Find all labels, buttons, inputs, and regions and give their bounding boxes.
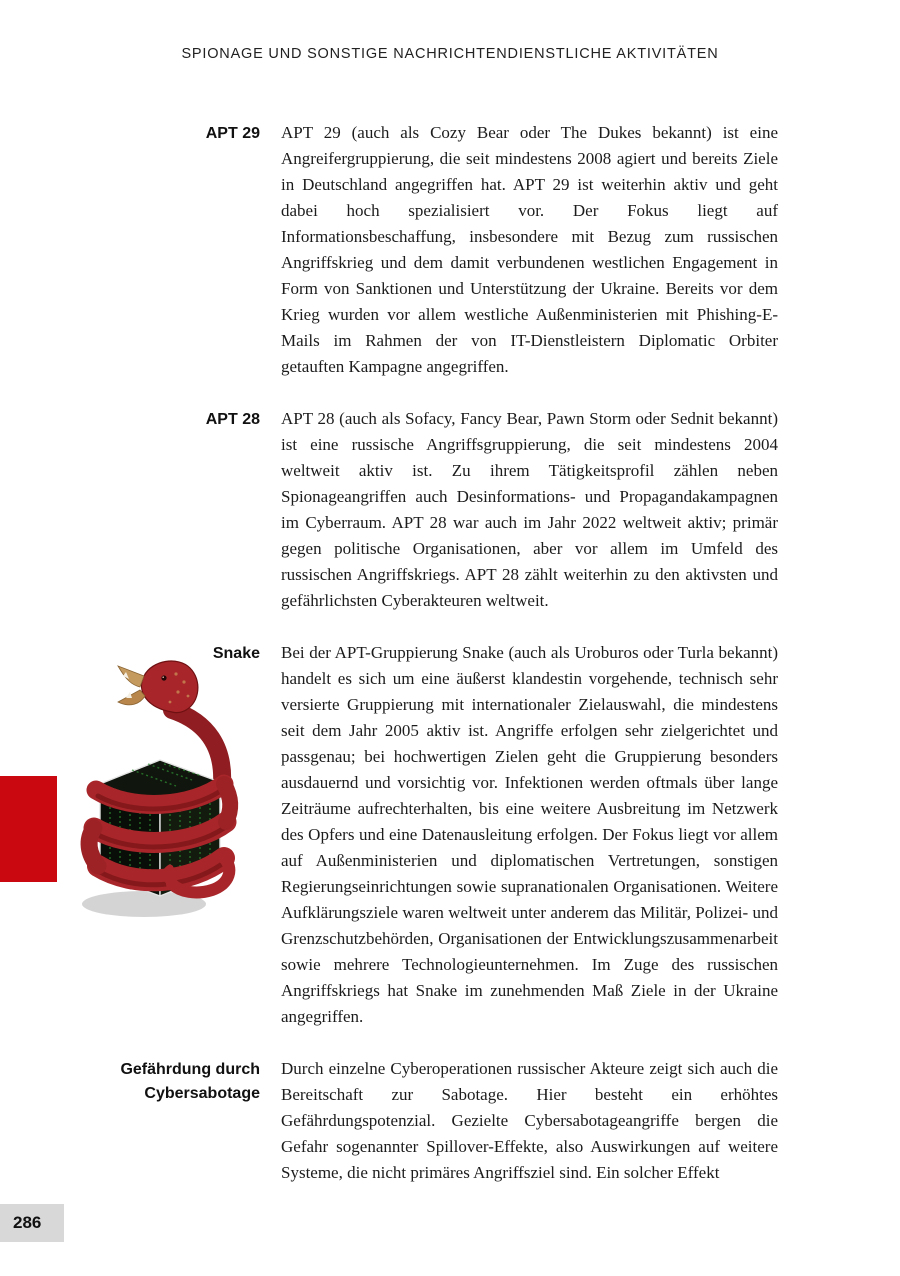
snake-coils: [89, 784, 230, 892]
page-number: 286: [13, 1213, 42, 1232]
snake-head: [118, 661, 198, 713]
page-header-title: SPIONAGE UND SONSTIGE NACHRICHTENDIENSTLICHE AKTIVITÄTEN: [181, 46, 719, 62]
body-paragraph: APT 28 (auch als Sofacy, Fancy Bear, Pawn Storm oder Sednit bekannt) ist eine russische Angriffsgruppierung, die seit mindestens 2004 weltweit aktiv ist. Zu ihrem Tätigkeitsprofil zählen neben Spionageangriffen auch Desinformations- und Propagandakampagnen im Cyberraum. APT 28 war auch im Jahr 2022 weltweit aktiv; primär gegen politische Organisationen, aber vor allem im Umfeld des russischen Angriffskriegs. APT 28 zählt weiterhin zu den aktivsten und gefährlichsten Cyberakteuren weltweit.: [281, 409, 778, 610]
body-paragraph: APT 29 (auch als Cozy Bear oder The Dukes bekannt) ist eine Angreifergruppierung, die seit mindestens 2008 agiert und bereits Ziele in Deutschland angegriffen hat. APT 29 ist weiterhin aktiv und geht dabei hoch spezialisiert vor. Der Fokus liegt auf Informationsbeschaffung, insbesondere mit Bezug zum russischen Angriffskrieg und dem damit verbundenen westlichen Engagement in Form von Sanktionen und Unterstützung der Ukraine. Bereits vor dem Krieg wurden vor allem westliche Außenministerien mit Phishing-E-Mails im Rahmen der von IT-Dienstleistern Diplomatic Orbiter getauften Kampagne angegriffen.: [281, 123, 778, 376]
body-paragraph: Durch einzelne Cyberoperationen russischer Akteure zeigt sich auch die Bereitschaft zur Sabotage. Hier besteht ein erhöhtes Gefährdungspotenzial. Gezielte Cybersabotageangriffe bergen die Gefahr sogenannter Spillover-Effekte, also Auswirkungen auf weitere Systeme, die nicht primäres Angriffsziel sind. Ein solcher Effekt: [281, 1059, 778, 1182]
section-apt29: [0, 120, 900, 380]
body-paragraph: Bei der APT-Gruppierung Snake (auch als Uroburos oder Turla bekannt) handelt es sich um eine äußerst klandestin vorgehende, technisch sehr versierte Gruppierung mit internationaler Zielauswahl, die mindestens seit dem Jahr 2005 aktiv ist. Angriffe erfolgen sehr zielgerichtet und passgenau; bei hochwertigen Zielen geht die Gruppierung besonders ausdauernd und vorsichtig vor. Infektionen werden oftmals über lange Zeiträume aufrechterhalten, bis eine weitere Ausbreitung im Netzwerk des Opfers und eine Datenausleitung erfolgen. Der Fokus liegt vor allem auf Außenministerien und diplomatischen Vertretungen, sonstigen Regierungseinrichtungen sowie supranationalen Organisationen. Weitere Aufklärungsziele waren weltweit unter anderem das Militär, Polizei- und Grenzschutzbehörden, Organisationen der Entwicklungszusammenarbeit sowie mehrere Technologieunternehmen. Im Zuge des russischen Angriffskriegs hat Snake im zunehmenden Maß Ziele in der Ukraine angegriffen.: [281, 643, 778, 1026]
page-number-box: [0, 1204, 64, 1242]
margin-label: Snake: [212, 645, 260, 662]
snake-uroburos-illustration: [72, 652, 254, 928]
chapter-tab-marker: [0, 776, 57, 882]
margin-label: Gefährdung durch Cybersabotage: [120, 1061, 260, 1102]
section-cybersabotage: [0, 1056, 900, 1186]
margin-label: APT 29: [205, 125, 260, 142]
section-apt28: [0, 406, 900, 614]
margin-label: APT 28: [205, 411, 260, 428]
